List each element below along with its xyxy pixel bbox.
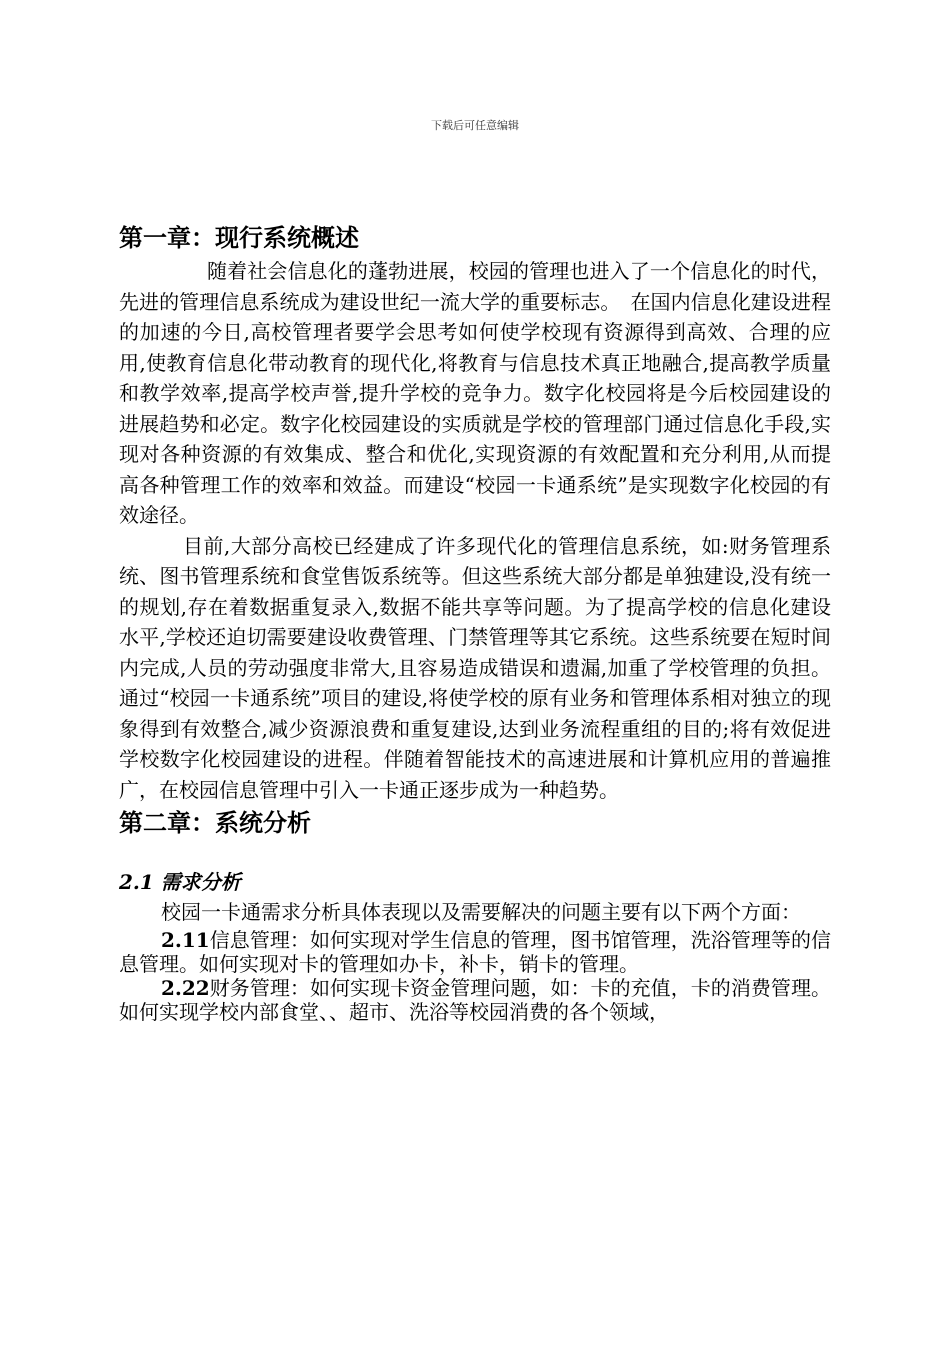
chapter-1-paragraph-1: 随着社会信息化的蓬勃进展，校园的管理也进入了一个信息化的时代，先进的管理信息系统成为建设世纪一流大学的重要标志。 在国内信息化建设进程的加速的今日,高校管理者要学会思考如何使学校现有资源得到高效、合理的应用,使教育信息化带动教育的现代化,将教育与信息技术真正地融合,提高教学质量和教学效率,提高学校声誉,提升学校的竞争力。数字化校园将是今后校园建设的进展趋势和必定。数字化校园建设的实质就是学校的管理部门通过信息化手段,实现对各种资源的有效集成、整合和优化,实现资源的有效配置和充分利用,从而提高各种管理工作的效率和效益。而建设“校园一卡通系统”是实现数字化校园的有效途径。 xyxy=(119,259,831,527)
item-text: 财务管理：如何实现卡资金管理问题，如：卡的充值，卡的消费管理。如何实现学校内部食堂、、超市、洗浴等校园消费的各个领域， xyxy=(119,975,831,1024)
item-number: 2.22 xyxy=(161,975,210,1000)
chapter-1-title: 第一章：现行系统概述 xyxy=(119,224,359,252)
item-number: 2.11 xyxy=(161,927,210,952)
document-body xyxy=(119,220,831,1024)
chapter-1-paragraph-2: 目前,大部分高校已经建成了许多现代化的管理信息系统，如:财务管理系统、图书管理系统和食堂售饭系统等。但这些系统大部分都是单独建设,没有统一的规划,存在着数据重复录入,数据不能共享等问题。为了提高学校的信息化建设水平,学校还迫切需要建设收费管理、门禁管理等其它系统。这些系统要在短时间内完成,人员的劳动强度非常大,且容易造成错误和遗漏,加重了学校管理的负担。通过“校园一卡通系统”项目的建设,将使学校的原有业务和管理体系相对独立的现象得到有效整合,减少资源浪费和重复建设,达到业务流程重组的目的;将有效促进学校数字化校园建设的进程。伴随着智能技术的高速进展和计算机应用的普遍推广，在校园信息管理中引入一卡通正逐步成为一种趋势。 xyxy=(119,533,831,802)
section-2-1-intro: 校园一卡通需求分析具体表现以及需要解决的问题主要有以下两个方面： xyxy=(161,900,801,924)
item-text: 信息管理：如何实现对学生信息的管理，图书馆管理，洗浴管理等的信息管理。如何实现对卡的管理如办卡，补卡，销卡的管理。 xyxy=(119,927,831,976)
chapter-2-title: 第二章：系统分析 xyxy=(119,809,311,837)
section-2-1-title: 2.1 需求分析 xyxy=(119,870,241,894)
requirement-item-finance xyxy=(119,976,831,1024)
requirement-item-information xyxy=(119,928,831,976)
header-note: 下载后可任意编辑 xyxy=(431,119,519,132)
